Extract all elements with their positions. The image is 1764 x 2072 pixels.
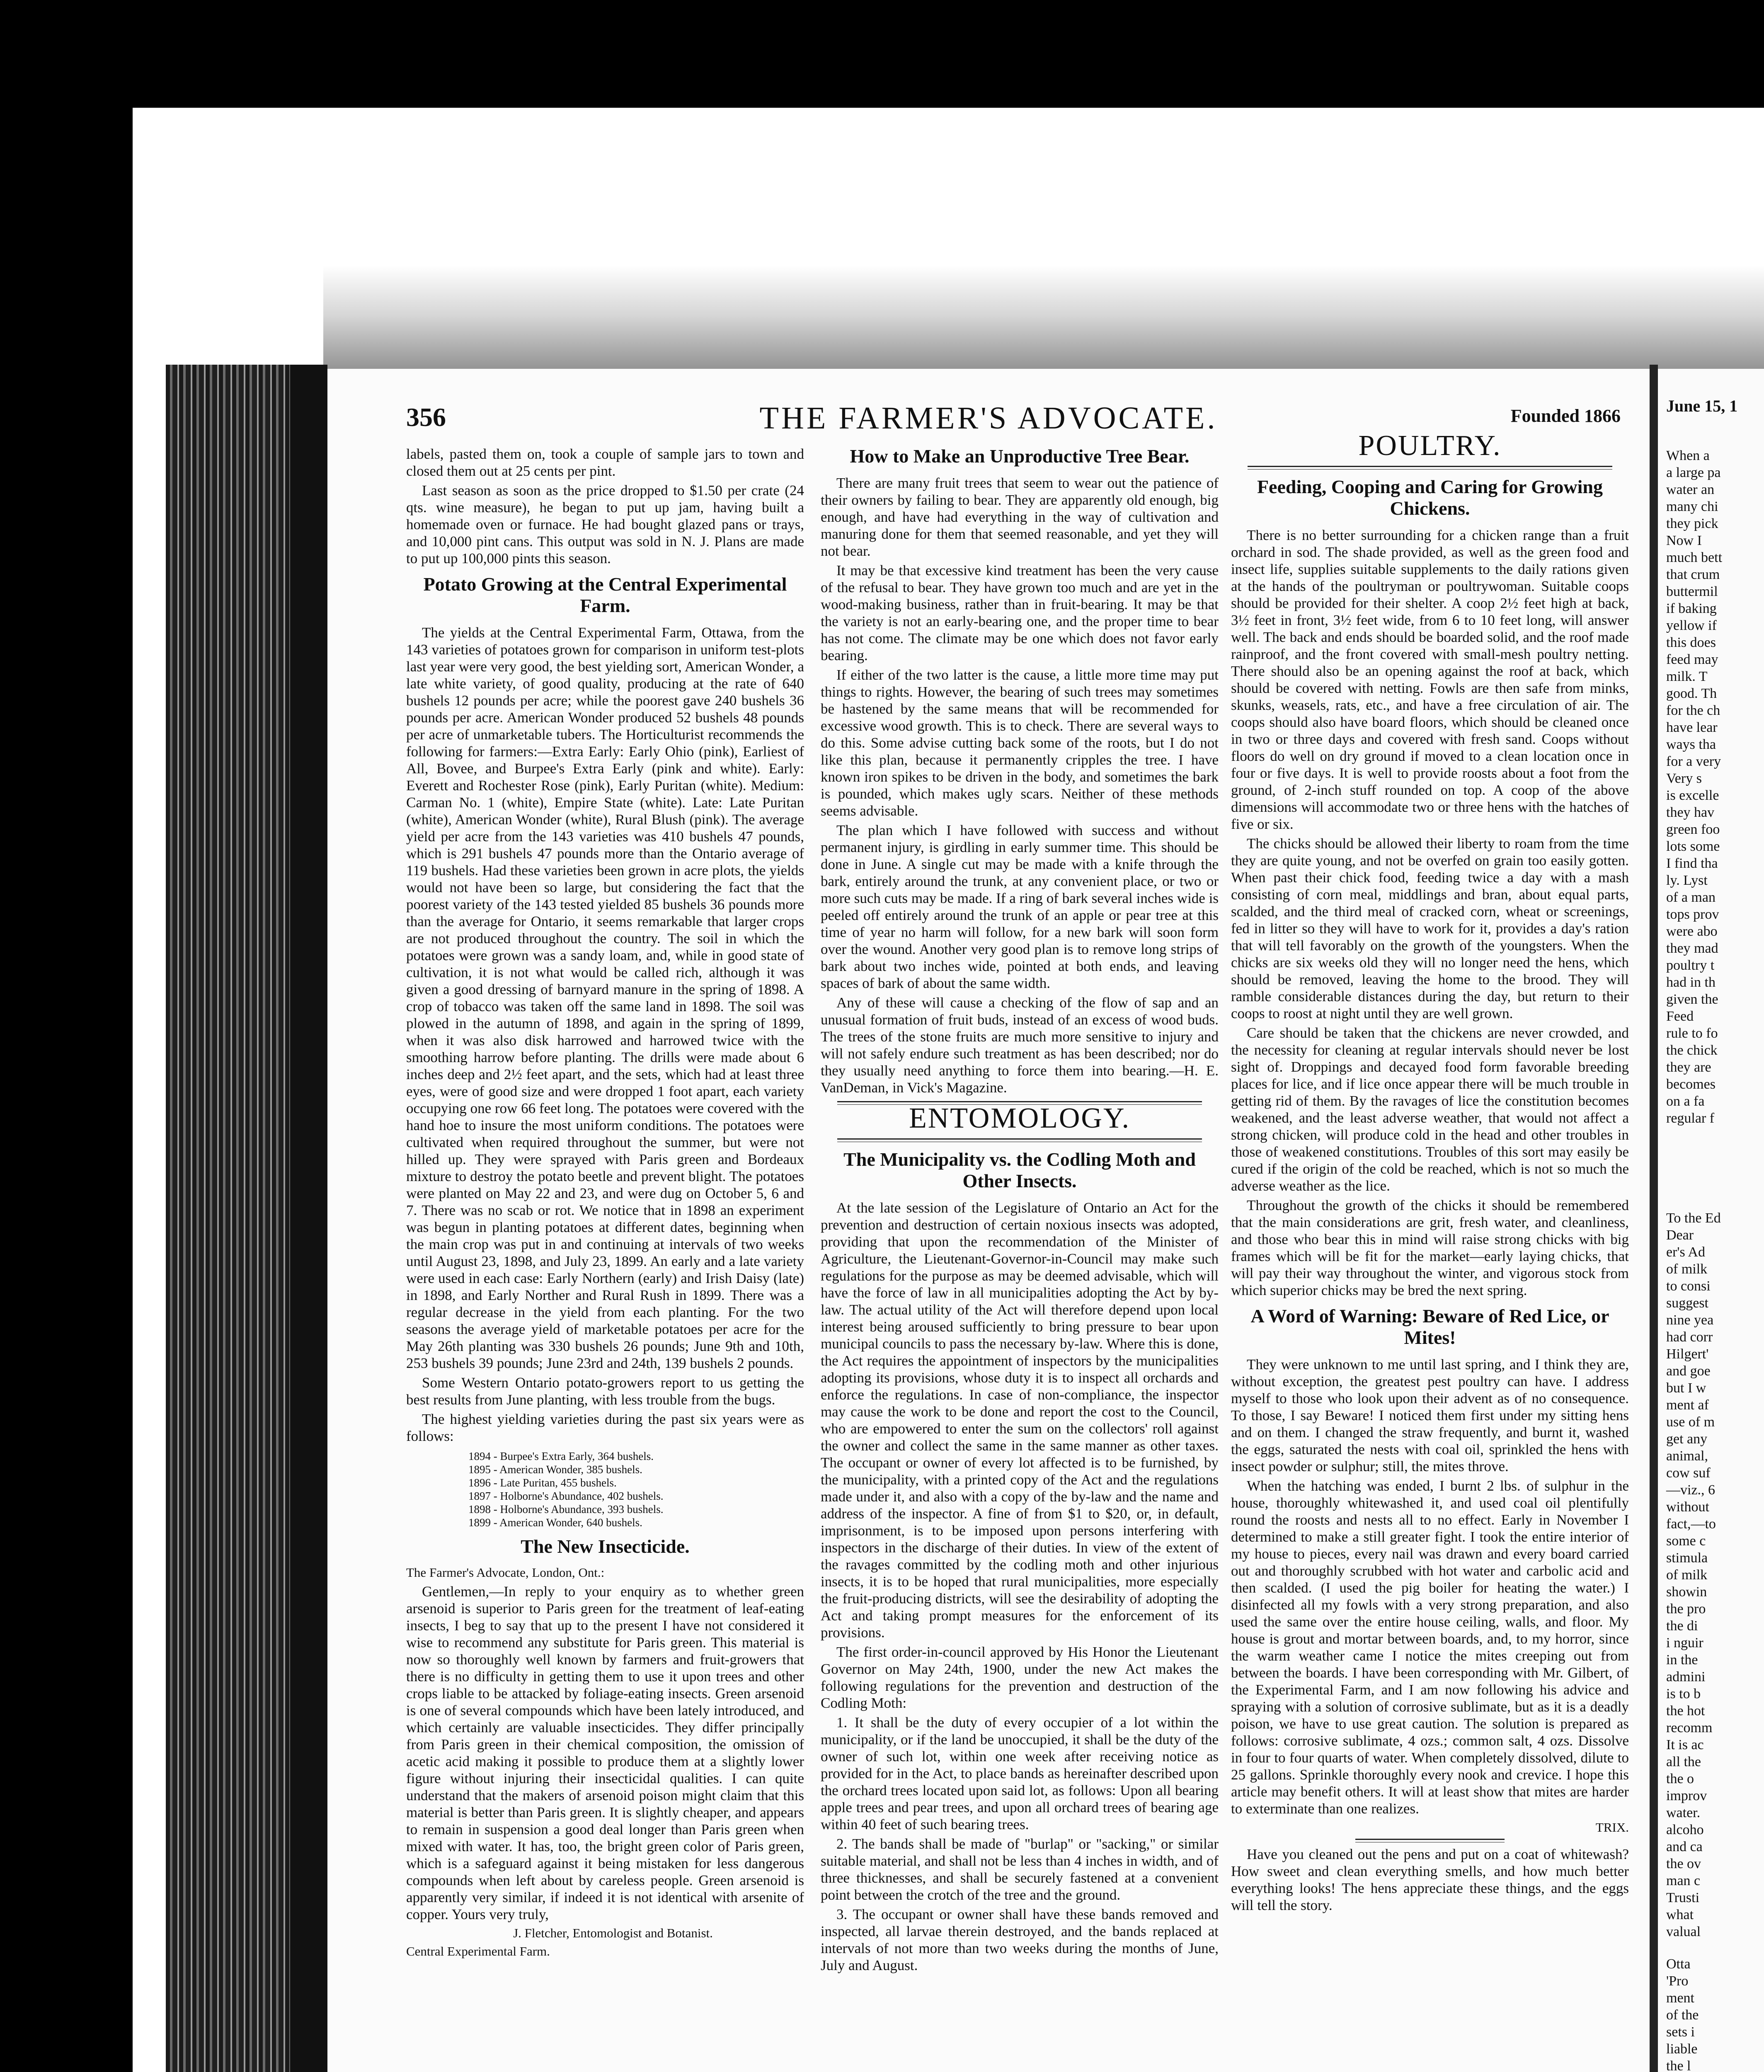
facing-page-line: of milk <box>1666 1261 1708 1277</box>
facing-page-line: this does <box>1666 635 1716 650</box>
facing-page-line: the o <box>1666 1771 1694 1786</box>
warning-article-title: A Word of Warning: Beware of Red Lice, or Mites! <box>1250 1305 1609 1348</box>
facing-page-line: sets i <box>1666 2024 1695 2040</box>
facing-page-line: some c <box>1666 1533 1706 1549</box>
yield-item: 1897 - Holborne's Abundance, 402 bushels. <box>468 1490 664 1502</box>
moth-article-title: The Municipality vs. the Codling Moth and Other Insects. <box>843 1149 1196 1191</box>
facing-page-line: and ca <box>1666 1839 1703 1854</box>
article-text: The highest yielding varieties during the past six years were as follows: <box>406 1411 804 1444</box>
facing-page-line: is excelle <box>1666 788 1719 803</box>
facing-page-line: of milk <box>1666 1567 1708 1583</box>
facing-page-line: they are <box>1666 1060 1711 1075</box>
facing-page-line: they hav <box>1666 805 1715 820</box>
facing-page-line: had corr <box>1666 1329 1713 1345</box>
facing-page-line: suggest <box>1666 1295 1708 1311</box>
facing-page-line: all the <box>1666 1754 1701 1769</box>
facing-page-line: the hot <box>1666 1703 1705 1719</box>
facing-page-line: what <box>1666 1907 1694 1922</box>
facing-page-line: the pro <box>1666 1601 1706 1617</box>
tree-article-title: How to Make an Unproductive Tree Bear. <box>850 445 1190 467</box>
book-spine <box>1650 365 1658 2072</box>
article-text: The chicks should be allowed their liberty to roam from the time they are quite young, and not be overfed on grain too easily gotten. When past their chick food, feeding twice a day with a mash consisting of corn meal, middlings and bran, about equal parts, scalded, and the third meal of cracked corn, wheat or screenings, fed in litter so they will have to work for it, provides a day's ration that will tell favorably on the growth of the youngsters. When the chicks are six weeks old they will no longer need the hens, which should be removed, leaving the home to the brood. They will ramble considerable distances during the day, but return to their coops to roost at night until they are well grown. <box>1231 835 1629 1021</box>
facing-page-line: if baking <box>1666 601 1717 616</box>
facing-page-line: Now I <box>1666 533 1702 548</box>
facing-page-line: regular f <box>1666 1111 1715 1126</box>
yield-item: 1896 - Late Puritan, 455 bushels. <box>468 1477 617 1489</box>
facing-page-line: er's Ad <box>1666 1244 1705 1260</box>
facing-page-line: valual <box>1666 1924 1701 1939</box>
article-text: Gentlemen,—In reply to your enquiry as to whether green arsenoid is superior to Paris green for the treatment of leaf-eating insects, I beg to say that up to the present I have not considered it wise to recommend any substitute for Paris green. This material is now so thoroughly well known by farmers and fruit-growers that there is no difficulty in getting them to use it upon trees and other crops liable to be attacked by foliage-eating insects. Green arsenoid is one of several compounds which have been lately introduced, and which certainly are valuable insecticides. They differ principally from Paris green in their chemical composition, the omission of acetic acid making it possible to produce them at a slightly lower figure without injuring their insecticidal qualities. I can quite understand that the makers of arsenoid poison might claim that this material is better than Paris green. It is slightly cheaper, and appears to remain in suspension a good deal longer than Paris green when mixed with water. It has, too, the bright green color of Paris green, which is a safeguard against it being mistaken for less dangerous compounds when left about by careless people. Green arsenoid is apparently very similar, if indeed it is not identical with arsenite of copper. Yours very truly, <box>406 1583 804 1922</box>
facing-page-line: use of m <box>1666 1414 1715 1430</box>
book-gutter <box>290 365 327 2072</box>
facing-page-line: ment af <box>1666 1397 1709 1413</box>
facing-page-line: much bett <box>1666 550 1723 565</box>
facing-page-line: cow suf <box>1666 1465 1711 1481</box>
article-text: There is no better surrounding for a chicken range than a fruit orchard in sod. The shade provided, as well as the green food and insect life, supplies suitable supplements to the daily rations given at the hands of the poultryman or poultrywoman. Suitable coops should be provided for their shelter. A coop 2½ feet high at back, 3½ feet in front, 3½ feet wide, from 6 to 10 feet long, will answer well. The back and ends should be boarded solid, and the roof made rainproof, and the front covered with small-mesh poultry netting. There should also be an opening against the roof at back, which should be covered with netting. Fowls are then safe from minks, skunks, weasels, rats, etc., and have a free circulation of air. The coops should also have board floors, which should be cleaned once in two or three days and covered with fresh sand. Coops without floors do well on dry ground if moved to a clean location once in four or five days. It is well to provide roosts about a foot from the ground, of 2-inch stuff rounded on top. A coop of the above dimensions will accommodate two or three hens with the hatches of five or six. <box>1231 527 1629 832</box>
insecticide-article-title: The New Insecticide. <box>521 1536 690 1557</box>
section-rule <box>1248 466 1612 470</box>
facing-page-line: ways tha <box>1666 737 1716 752</box>
column-3 <box>1231 430 1629 1916</box>
facing-page-line: the l <box>1666 2058 1691 2072</box>
article-text: Throughout the growth of the chicks it should be remembered that the main considerations are grit, fresh water, and cleanliness, and those who bear this in mind will raise strong chicks with big frames which will be fit for the market—early laying chicks, that will pay their way throughout the winter, and vigorous stock from which superior chicks may be bred the next spring. <box>1231 1197 1629 1298</box>
facing-page-line: get any <box>1666 1431 1708 1447</box>
facing-page-line: nine yea <box>1666 1312 1714 1328</box>
facing-page-line: the chick <box>1666 1043 1718 1058</box>
article-text: 2. The bands shall be made of "burlap" or "sacking," or similar suitable material, and shall not be less than 4 inches in width, and of three thicknesses, and shall be securely fastened at a convenient point between the crotch of the tree and the ground. <box>821 1836 1219 1903</box>
facing-page-line: water an <box>1666 482 1715 497</box>
facing-page-line: a large pa <box>1666 465 1721 480</box>
facing-page-line: Very s <box>1666 771 1702 786</box>
page-curl-shadow <box>323 265 1764 377</box>
article-text: If either of the two latter is the cause, a little more time may put things to rights. However, the bearing of such trees may sometimes be hastened by the same means that will be recommended for excessive wood growth. This is to check. There are several ways to do this. Some advise cutting back some of the roots, but I do not like this plan, because it permanently cripples the tree. I have known iron spikes to be driven in the body, and sometimes the bark is pounded, which makes ugly scars. Neither of these methods seems advisable. <box>821 667 1219 819</box>
facing-page-line: and goe <box>1666 1363 1711 1379</box>
facing-page-line: for a very <box>1666 754 1721 769</box>
letter-address: The Farmer's Advocate, London, Ont.: <box>406 1565 605 1580</box>
letter-signature: J. Fletcher, Entomologist and Botanist. <box>513 1926 713 1940</box>
facing-page-line: had in th <box>1666 975 1716 990</box>
facing-page-line: of the <box>1666 2007 1699 2023</box>
entomology-section-heading: ENTOMOLOGY. <box>909 1102 1131 1134</box>
facing-page-line: becomes <box>1666 1077 1716 1092</box>
yield-list <box>468 1450 804 1529</box>
facing-page-line: is to b <box>1666 1686 1701 1702</box>
facing-page-line: feed may <box>1666 652 1718 667</box>
facing-page-line: admini <box>1666 1669 1706 1685</box>
article-text: labels, pasted them on, took a couple of sample jars to town and closed them out at 25 cents per pint. <box>406 446 804 479</box>
article-text: Have you cleaned out the pens and put on a coat of whitewash? How sweet and clean everything smells, and how much better everything looks! The hens appreciate these things, and the eggs will tell the story. <box>1231 1846 1629 1913</box>
facing-page-line: many chi <box>1666 499 1718 514</box>
article-text: Care should be taken that the chickens are never crowded, and the necessity for cleaning at regular intervals should never be lost sight of. Droppings and decayed food form favorable breeding places for lice, and if lice once appear there will be much trouble in getting rid of them. By the ravages of lice the constitution becomes weakened, and the least adverse weather, that would not affect a strong chicken, will produce cold in the head and other troubles in those of weakened constitutions. Troubles of this sort may easily be cured if the origin of the cold be reached, which is not so much the adverse weather as the lice. <box>1231 1025 1629 1194</box>
facing-page-line: ly. Lyst <box>1666 873 1708 888</box>
facing-page-line: I find tha <box>1666 856 1718 871</box>
facing-page-line: water. <box>1666 1805 1701 1820</box>
article-text: The first order-in-council approved by His Honor the Lieutenant Governor on May 24th, 1900, under the new Act makes the following regulations for the prevention and destruction of the Codling Moth: <box>821 1644 1219 1711</box>
facing-page-line: that crum <box>1666 567 1720 582</box>
facing-page-line: —viz., 6 <box>1666 1482 1716 1498</box>
facing-page-line: Feed <box>1666 1009 1694 1024</box>
facing-page-line: Otta <box>1666 1956 1691 1972</box>
facing-page-line: in the <box>1666 1652 1698 1668</box>
facing-page-line: man c <box>1666 1873 1701 1888</box>
facing-page-line: given the <box>1666 992 1718 1007</box>
facing-page-line: have lear <box>1666 720 1718 735</box>
facing-page-line: Dear <box>1666 1227 1694 1243</box>
facing-page-line: of a man <box>1666 890 1716 905</box>
facing-page-line: were abo <box>1666 924 1718 939</box>
article-text: 1. It shall be the duty of every occupier of a lot within the municipality, or if the land be unoccupied, it shall be the duty of the owner of such lot, within one week after receiving notice as provided for in the Act, to place bands as hereinafter described upon the orchard trees located upon said lot, as follows: Upon all bearing apple trees and pear trees, and upon all orchard trees of bearing age within 40 feet of such bearing trees. <box>821 1714 1219 1832</box>
article-text: There are many fruit trees that seem to wear out the patience of their owners by failing to bear. They are apparently old enough, big enough, and have had everything in the way of cultivation and manuring done for them that seemed reasonable, and yet they will not bear. <box>821 475 1219 559</box>
column-1 <box>406 445 804 1962</box>
facing-page-line: yellow if <box>1666 618 1717 633</box>
facing-page-fragment <box>1658 369 1764 2072</box>
column-2 <box>821 445 1219 1976</box>
feeding-article-title: Feeding, Cooping and Caring for Growing Chickens. <box>1257 476 1603 519</box>
potato-article-title: Potato Growing at the Central Experimental Farm. <box>423 574 787 616</box>
yield-item: 1899 - American Wonder, 640 bushels. <box>468 1516 642 1529</box>
article-text: They were unknown to me until last spring, and I think they are, without exception, the greatest pest poultry can have. I address myself to those who look upon their advent as of no consequence. To those, I say Beware! I noticed them first under my sitting hens and on them. I changed the straw frequently, and burnt it, washed the eggs, saturated the nests with coal oil, sprinkled the hens with insect powder or sulphur; still, the mites throve. <box>1231 1356 1629 1474</box>
facing-page-line: Hilgert' <box>1666 1346 1709 1362</box>
facing-page-line: Trusti <box>1666 1890 1700 1905</box>
article-text: At the late session of the Legislature of Ontario an Act for the prevention and destruction of certain noxious insects was adopted, providing that upon the recommendation of the Minister of Agriculture, the Lieutenant-Governor-in-Council may make such regulations for the purpose as may be deemed advisable, which will have the force of law in all municipalities adopting the Act by by-law. The actual utility of the Act will therefore depend upon local interest being aroused sufficiently to bring pressure to bear upon municipal councils to pass the necessary by-law. Where this is done, the Act requires the appointment of inspectors by the municipalities adopting its provisions, whose duty it is to inspect all orchards and enforce the regulations. In case of non-compliance, the inspector may cause the work to be done and report the cost to the Council, who are empowered to enter the sum on the collectors' roll against the owner and collect the same in the same manner as other taxes. The occupant or owner of every lot affected is to be furnished, by the municipality, with a printed copy of the Act and the regulations made under it, and also with a copy of the by-law and the name and address of the inspector. A fine of from $1 to $20, or, in default, imprisonment, is to be imposed upon persons interfering with inspectors in the discharge of their duties. In view of the extent of the ravages committed by the codling moth and other injurious insects, it is to be hoped that rural municipalities, more especially the fruit-producing districts, will see the desirability of adopting the Act and taking prompt measures for the enforcement of its provisions. <box>821 1200 1219 1641</box>
poultry-section-heading: POULTRY. <box>1358 430 1502 462</box>
facing-page-line: good. Th <box>1666 686 1717 701</box>
facing-page-line: animal, <box>1666 1448 1708 1464</box>
facing-page-line: 'Pro <box>1666 1973 1689 1989</box>
facing-page-line: for the ch <box>1666 703 1720 718</box>
facing-page-line: lots some <box>1666 839 1720 854</box>
yield-item: 1894 - Burpee's Extra Early, 364 bushels. <box>468 1450 654 1462</box>
article-signature: TRIX. <box>1595 1820 1629 1835</box>
masthead-title: THE FARMER'S ADVOCATE. <box>759 401 1218 436</box>
facing-page-header: June 15, 1 <box>1666 397 1738 415</box>
yield-item: 1895 - American Wonder, 385 bushels. <box>468 1463 642 1476</box>
facing-page-line: recomm <box>1666 1720 1713 1736</box>
facing-page-line: To the Ed <box>1666 1210 1721 1226</box>
article-text: Last season as soon as the price dropped to $1.50 per crate (24 qts. wine measure), he began to put up jam, having built a homemade oven or furnace. He had bought glazed pans or trays, and 10,000 pint cans. This output was sold in N. J. Plans are made to put up 100,000 pints this season. <box>406 482 804 566</box>
facing-page-line: poultry t <box>1666 958 1715 973</box>
section-rule <box>1355 1839 1505 1842</box>
section-rule <box>837 1138 1202 1142</box>
facing-page-line: fact,—to <box>1666 1516 1716 1532</box>
article-text: The yields at the Central Experimental Farm, Ottawa, from the 143 varieties of potatoes grown for comparison in uniform test-plots last year were very good, the best yielding sort, American Wonder, a late white variety, of good quality, producing at the rate of 640 bushels 12 pounds per acre; while the poorest gave 240 bushels 36 pounds per acre. American Wonder produced 52 bushels 48 pounds per acre of unmarketable tubers. The Horticulturist recommends the following for farmers:—Extra Early: Early Ohio (pink), Earliest of All, Bovee, and Burpee's Extra Early (pink and white). Early: Everett and Rochester Rose (pink), Early Puritan (white). Medium: Carman No. 1 (white), Empire State (white). Late: Late Puritan (white), American Wonder (white), Rural Blush (pink). The average yield per acre from the 143 varieties was 410 bushels 47 pounds, which is 291 bushels 47 pounds more than the Ontario average of 119 bushels. Had these varieties been grown in acre plots, the yields would not have been so large, but considering the fact that the poorest variety of the 143 tested yielded 85 bushels 36 pounds more than the average for Ontario, it seems remarkable that larger crops are not produced throughout the country. The soil in which the potatoes were grown was a sandy loam, and, while in good state of cultivation, it is not what would be called rich, although it was given a good dressing of barnyard manure in the spring of 1898. A crop of tobacco was taken off the same land in 1898. The soil was plowed in the autumn of 1898, and again in the spring of 1899, when it was also disk harrowed and harrowed twice with the smoothing harrow before planting. The drills were made about 6 inches deep and 2½ feet apart, and the sets, which had at least three eyes, were of good size and were dropped 1 foot apart, each variety occupying one row 66 feet long. The potatoes were covered with the hand hoe to insure the most uniform conditions. The potatoes were cultivated when required throughout the summer, but were not hilled up. They were sprayed with Paris green and Bordeaux mixture to destroy the potato beetle and prevent blight. The potatoes were planted on May 22 and 23, and were dug on October 5, 6 and 7. There was no scab or rot. We notice that in 1898 an experiment was begun in planting potatoes at different dates, beginning when the main crop was put in and continuing at intervals of two weeks until August 23, 1898, and July 23, 1899. An early and a late variety were used in each case: Early Northern (early) and Irish Daisy (late) in 1898, and Early Norther and Rural Rush in 1899. There was a regular decrease in the yield from each planting. For the two seasons the average yield of marketable potatoes per acre for the May 26th planting was 330 bushels 26 pounds; June 9th and 10th, 253 bushels 39 pounds; June 23rd and 24th, 139 bushels 2 pounds. <box>406 625 804 1371</box>
facing-page-line: to consi <box>1666 1278 1711 1294</box>
page-number: 356 <box>406 402 446 432</box>
article-text: It may be that excessive kind treatment has been the very cause of the refusal to bear. They have grown too much and are yet in the wood-making business, rather than in fruit-bearing. It may be that the variety is not an early-bearing one, and the proper time to bear has not come. The climate may be one which does not favor early bearing. <box>821 562 1219 663</box>
article-text: The plan which I have followed with success and without permanent injury, is girdling in early summer time. This should be done in June. A single cut may be made with a knife through the bark, entirely around the trunk, at any convenient place, or two or more such cuts may be made. If a ring of bark several inches wide is peeled off entirely around the trunk of an apple or pear tree at this time of year no harm will follow, for a new bark will soon form over the wound. Another very good plan is to remove long strips of bark about two inches wide, pointed at both ends, and leaving spaces of bark of about the same width. <box>821 822 1219 991</box>
facing-page-line: the ov <box>1666 1856 1701 1871</box>
facing-page-line: on a fa <box>1666 1094 1705 1109</box>
facing-page-line: stimula <box>1666 1550 1708 1566</box>
article-text: Some Western Ontario potato-growers report to us getting the best results from June planting, with less trouble from the bugs. <box>406 1375 804 1408</box>
yield-item: 1898 - Holborne's Abundance, 393 bushels. <box>468 1503 664 1515</box>
facing-page-line: they pick <box>1666 516 1718 531</box>
facing-page-line: without <box>1666 1499 1709 1515</box>
facing-page-line: buttermil <box>1666 584 1718 599</box>
facing-page-line: tops prov <box>1666 907 1719 922</box>
article-text: 3. The occupant or owner shall have these bands removed and inspected, all larvae therein destroyed, and the bands replaced at intervals of not more than two weeks during the months of June, July and August. <box>821 1906 1219 1973</box>
facing-page-line: improv <box>1666 1788 1707 1803</box>
facing-page-line: they mad <box>1666 941 1718 956</box>
facing-page-line: ment <box>1666 1990 1694 2006</box>
facing-page-line: i nguir <box>1666 1635 1703 1651</box>
facing-page-line: milk. T <box>1666 669 1708 684</box>
article-text: When the hatching was ended, I burnt 2 lbs. of sulphur in the house, thoroughly whitewashed it, and used coal oil plentifully round the roosts and nests all to no effect. Early in November I determined to make a still greater fight. I took the entire interior of my house to pieces, every nail was drawn and every board carried out and thoroughly scrubbed with hot water and carbolic acid and then scalded. (I used the pig boiler for heating the water.) I disinfected all my fowls with a very strong preparation, and also used the same over the entire house ceiling, walls, and floor. My house is grout and mortar between boards, and, to my horror, since the warm weather came I notice the mites creeping out from between the boards. I have been corresponding with Mr. Gilbert, of the Experimental Farm, and I am now following his advice and spraying with a solution of corrosive sublimate, but as it is a deadly poison, we have to use great caution. The solution is prepared as follows: corrosive sublimate, 4 ozs.; common salt, 4 ozs. Dissolve in four to four quarts of water. When completely dissolved, dilute to 25 gallons. Sprinkle thoroughly every nook and crevice. I hope this article may benefit others. It will at least show that mites are harder to exterminate than one realizes. <box>1231 1478 1629 1817</box>
facing-page-line: rule to fo <box>1666 1026 1718 1041</box>
facing-page-line: liable <box>1666 2041 1698 2057</box>
newspaper-page <box>327 369 1650 2072</box>
facing-page-line: but I w <box>1666 1380 1706 1396</box>
facing-page-line: showin <box>1666 1584 1707 1600</box>
facing-page-line: When a <box>1666 448 1710 463</box>
letter-signature-location: Central Experimental Farm. <box>406 1944 550 1958</box>
founded-note: Founded 1866 <box>1510 406 1621 426</box>
facing-page-line: It is ac <box>1666 1737 1704 1752</box>
facing-page-line: alcoho <box>1666 1822 1704 1837</box>
article-text: Any of these will cause a checking of the flow of sap and an unusual formation of fruit buds, instead of an excess of wood buds. The trees of the stone fruits are much more sensitive to injury and will not safely endure such treatment as has been described; nor do they usually need anything to force them into bearing.—H. E. VanDeman, in Vick's Magazine. <box>821 995 1219 1096</box>
facing-page-line: green foo <box>1666 822 1720 837</box>
facing-page-line: the di <box>1666 1618 1698 1634</box>
